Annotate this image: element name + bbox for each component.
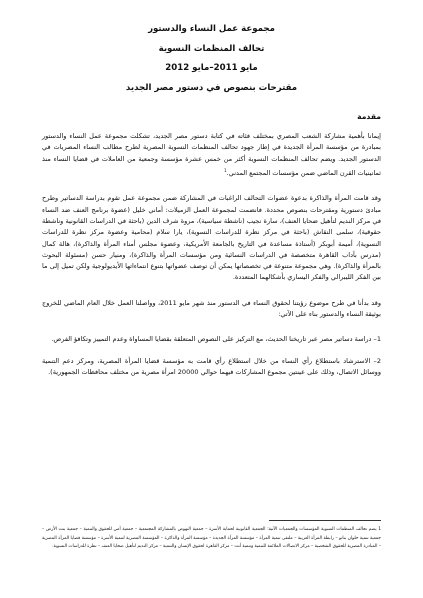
footnote-divider [269, 520, 381, 521]
footnote-marker: 1 [378, 527, 381, 532]
document-header [42, 24, 381, 93]
footnote-text: يضم تحالف المنظمات النسوية المؤسسات والجمعيات الآتية: الجمعية القانونية لحماية الأسرة – جمعية النهوض بالمشاركة المجتمعية – جمعية أمي للحقوق والتنمية – جمعية بنت الأرض – جمعية تنمية حلوان بناتو – رابطة المرأة العربية – ملتقى تنمية المرأة – مؤسسة المرأة الجديدة – مؤسسة المرأة والذاكرة – المؤسسة المصرية لتنمية الأسرة – مؤسسة قضايا المرأة المصرية – المبادرة المصرية للحقوق الشخصية – مركز الاتصالات الملائمة للتنمية وتنمية أنت – مركز القاهرة لحقوق الإنسان والتنمية – مركز النديم لتأهيل ضحايا العنف – نظرة للدراسات النسوية. [42, 527, 381, 550]
footnote-reference: 1 [224, 167, 227, 173]
intro-title: مقدمة [357, 112, 381, 121]
date-range: مايو 2011–مايو 2012 [165, 63, 258, 73]
intro-paragraph-3: وقد بدأنا في طرح موضوع رؤيتنا لحقوق النساء في الدستور منذ شهر مايو 2011، وواصلنا العمل خلال العام الماضي للخروج بوثيقة النساء والدستور بناء على الآتي: [42, 298, 381, 319]
footnote [42, 526, 381, 552]
basis-list-item-2: 2– الاسترشاد باستطلاع رأي النساء من خلال استطلاع رأي قامت به مؤسسة قضايا المرأة المصرية، ومركز دعم التنمية ووسائل الاتصال، وذلك على عينتين مجموع المشاركات فيهما حوالي 20000 امرأة مصرية من مختلف محافظات الجمهورية). [42, 356, 381, 376]
intro-paragraph-1-text: إيمانا بأهمية مشاركة الشعب المصري بمختلف فئاته في كتابة دستور مصر الجديد، تشكلت مجموعة عمل النساء والدستور بمبادرة من مؤسسة المرأة الجديدة في إطار جهود تحالف المنظمات النسوية المصرية لطرح مطالب النساء المصريات في الدستور الجديد. ويضم تحالف المنظمات النسوية أكثر من خمس عشرة مؤسسة وجمعية من العاملات في قضايا النساء منذ ثمانينيات القرن الماضي ضمن مؤسسات المجتمع المدني. [42, 132, 381, 178]
group-title: مجموعة عمل النساء والدستور [148, 24, 275, 34]
intro-paragraph-2: وقد قامت المرأة والذاكرة بدعوة عضوات التحالف الراغبات في المشاركة ضمن مجموعة عمل تقوم بدراسة الدساتير وطرح مبادئ دستورية ومقترحات بنصوص محددة. فانضمت لمجموعة العمل الزميلات: أماني خليل (عضوة برنامج العنف ضد النساء في مركز النديم لتأهيل ضحايا العنف)، سارة نجيب (ناشطة سياسية)، مروة شرف الدين (باحثة في الدراسات القانونية وناشطة حقوقية)، سلمى النقاش (باحثة في مركز نظرة للدراسات النسوية)، يارا سلام (محامية وعضوة مركز نظرة للدراسات النسوية)، أميمة أبوبكر (أستاذة مساعدة في التاريخ بالجامعة الأمريكية، وعضوة مجلس أمناء المرأة والذاكرة)، هالة كمال (مدرس بآداب القاهرة متخصصة في الدراسات النسائية ومن مؤسسات المرأة والذاكرة)، ومنيار حسن (مسئولة البحوث بالمرأة والذاكرة). وهي مجموعة متنوعة في تخصصاتها يمكن أن توصف عضواتها بتنوع انتماءاتها الأيديولوجية ولكن تميل إلى ما بين الفكر الليبرالي والفكر اليساري بأشكالهما المتعددة. [42, 194, 381, 282]
alliance-title: تحالف المنظمات النسوية [158, 43, 265, 54]
basis-list-item-1: 1– دراسة دساتير مصر عبر تاريخنا الحديث، مع التركيز على النصوص المتعلقة بقضايا المساواة وعدم التمييز وتكافؤ الفرص. [51, 335, 381, 344]
document-subtitle: مقترحات بنصوص في دستور مصر الجديد [125, 82, 298, 93]
intro-paragraph-1 [42, 131, 381, 179]
